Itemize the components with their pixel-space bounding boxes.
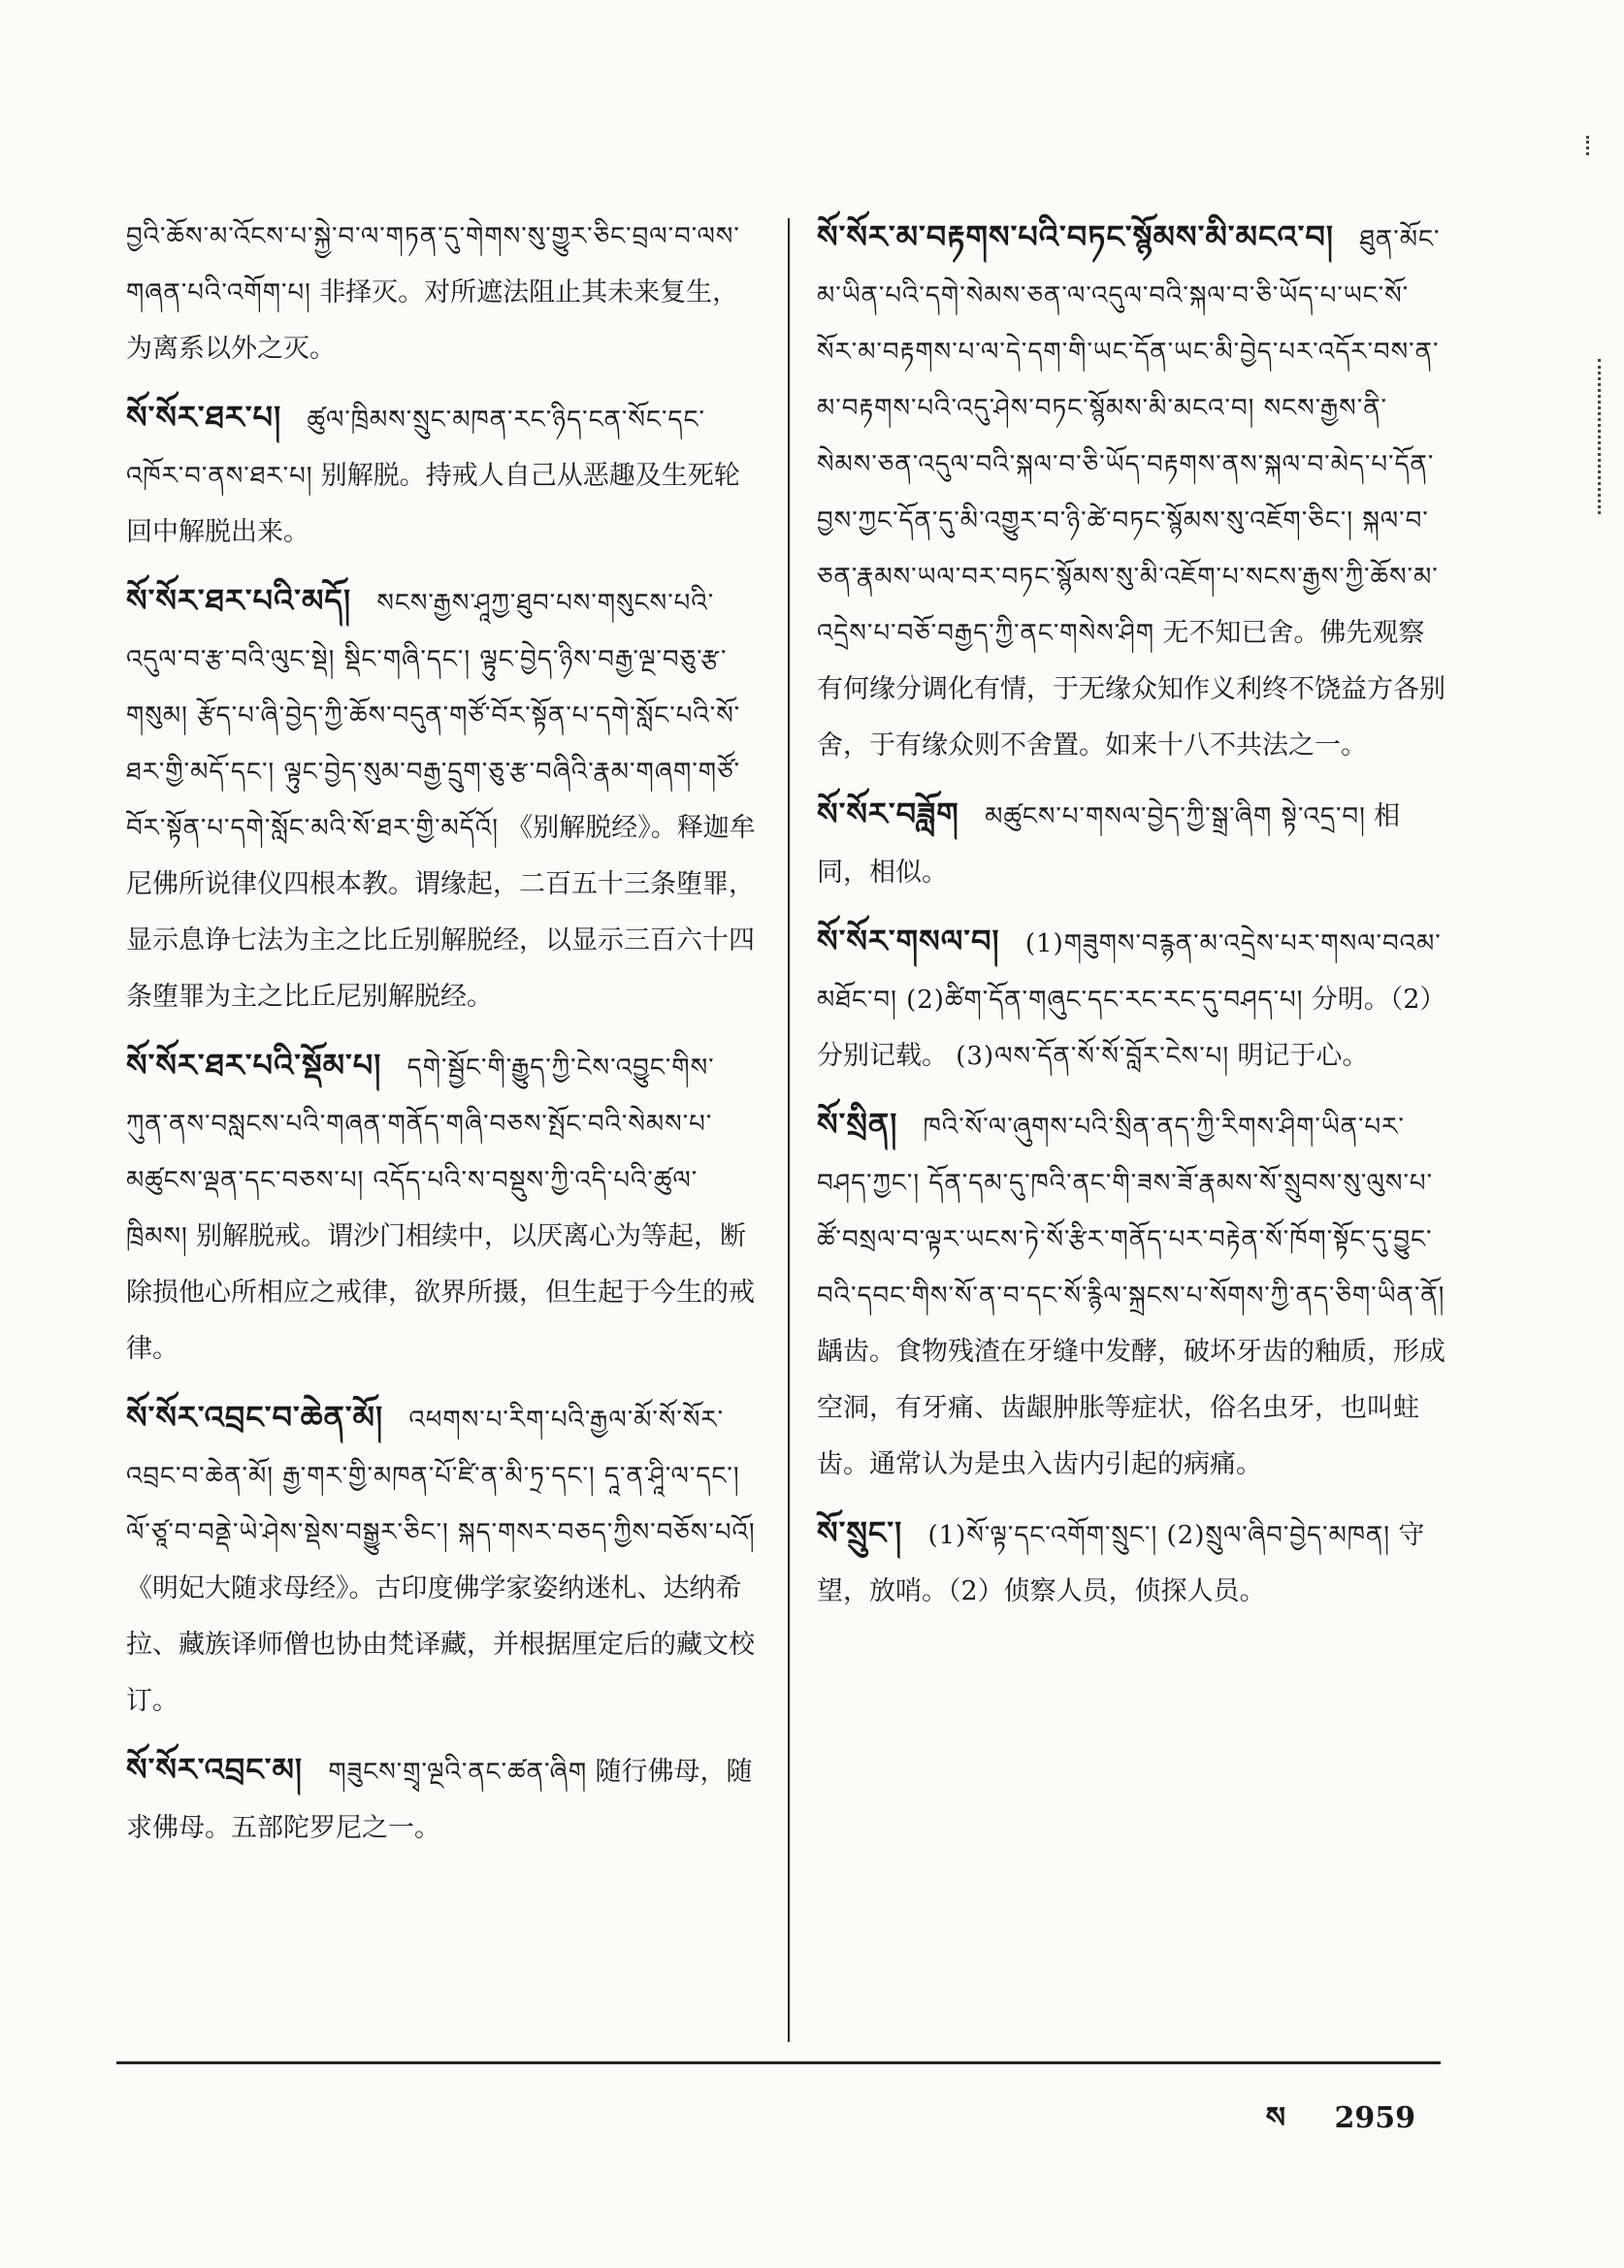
entry-tibetan-definition: འཕགས་པ་རིག་པའི་རྒྱལ་མོ་སོ་སོར་འབྲང་བ་ཆེན་མོ། རྒྱ་གར་གྱི་མཁན་པོ་ཛི་ན་མི་ཏྲ་དང་། དཱ་ན་ཤཱི་ལ་དང་། ལོ་ཙཱ་བ་བནྡེ་ཡེ་ཤེས་སྡེས་བསྒྱུར་ཅིང་། སྐད་གསར་བཅད་ཀྱིས་བཅོས་པའོ། [126, 1406, 756, 1547]
page-footer [1227, 2086, 1415, 2167]
entry-tibetan-definition: (1)སོ་ལྟ་དང་འགོག་སྲུང་། (2)སྲུལ་ཞིབ་བྱེད་མཁན། [927, 1521, 1391, 1550]
entry-tibetan-definition: དགེ་སྦྱོང་གི་རྒྱུད་ཀྱི་ངེས་འབྱུང་གིས་ཀུན་ནས་བསླངས་པའི་གཞན་གནོད་གཞི་བཅས་སྤོང་བའི་སེམས་པ་མཚུངས་ལྡན་དང་བཅས་པ། འདོད་པའི་ས་བསྡུས་ཀྱི་འདི་པའི་ཚུལ་ཁྲིམས། [126, 1053, 715, 1251]
dictionary-entry [126, 1389, 757, 1730]
entry-headword: སོ་སོར་ཐར་པའི་མདོ། [126, 582, 352, 619]
entry-chinese-definition: 非择灭。对所遮法阻止其未来复生，为离系以外之灭。 [126, 277, 739, 364]
section-letter: ས [1265, 2101, 1286, 2135]
entry-headword: སོ་སོར་ཐར་པའི་སྡོམ་པ། [126, 1047, 382, 1084]
entry-tibetan-definition: གཟུངས་གྲྭ་ལྔའི་ནང་ཚན་ཞིག [328, 1758, 588, 1787]
margin-mark [1598, 359, 1607, 514]
dictionary-entry [817, 913, 1447, 1085]
dictionary-entry [126, 572, 757, 1025]
entry-tibetan-definition: ཁའི་སོ་ལ་ཞུགས་པའི་སྲིན་ནད་ཀྱི་རིགས་ཤིག་ཡིན་པར་བཤད་ཀྱང་། དོན་དམ་དུ་ཁའི་ནང་གི་ཟས་ཟོ་རྣམས་སོ་སྲུབས་སུ་ལུས་པ་ཚོ་བསྲལ་བ་ལྟར་ཡངས་ཏེ་སོ་རྩིར་གནོད་པར་བརྟེན་སོ་ཁོག་སྟོང་དུ་བྱུང་བའི་དབང་གིས་སོ་ན་བ་དང་སོ་རྙིལ་སྐྲངས་པ་སོགས་ཀྱི་ནད་ཅིག་ཡིན་ནོ། [817, 1113, 1445, 1311]
margin-mark [1586, 136, 1595, 155]
dictionary-entry [126, 209, 757, 377]
dictionary-entry [817, 1096, 1447, 1493]
dictionary-entry [817, 786, 1447, 901]
entry-headword: སོ་སོར་བཟློག [817, 795, 959, 832]
entry-headword: སོ་སོར་ཐར་པ། [126, 399, 282, 436]
entry-headword: སོ་སོར་མ་བརྟགས་པའི་བཏང་སྙོམས་མི་མངའ་བ། [817, 218, 1334, 255]
entry-headword: སོ་སོར་འབྲང་བ་ཆེན་མོ། [126, 1399, 384, 1436]
entry-chinese-definition: 随行佛母，随求佛母。五部陀罗尼之一。 [126, 1757, 753, 1843]
entry-tibetan-definition: ཐུན་མོང་མ་ཡིན་པའི་དགེ་སེམས་ཅན་ལ་འདུལ་བའི་སྐལ་བ་ཅི་ཡོད་པ་ཡང་སོ་སོར་མ་བརྟགས་པ་ལ་དེ་དག་གི་ཡང་དོན་ཡང་མི་བྱེད་པར་འདོར་བས་ན་མ་བརྟགས་པའི་འདུ་ཤེས་བཏང་སྙོམས་མི་མངའ་བ། སངས་རྒྱས་ནི་སེམས་ཅན་འདུལ་བའི་སྐལ་བ་ཅི་ཡོད་བརྟགས་ནས་སྐལ་བ་མེད་པ་དོན་བྱས་ཀྱང་དོན་དུ་མི་འགྱུར་བ་ཉི་ཚེ་བཏང་སྙོམས་སུ་འཇོག་ཅིང་། སྐལ་བ་ཅན་རྣམས་ཡལ་བར་བཏང་སྙོམས་སུ་མི་འཇོག་པ་སངས་རྒྱས་ཀྱི་ཆོས་མ་འདྲེས་པ་བཅོ་བརྒྱད་ཀྱི་ནང་གསེས་ཤིག [817, 225, 1441, 648]
entry-tibetan-definition: (1)གཟུགས་བརྙན་མ་འདྲེས་པར་གསལ་བའམ་མཐོང་བ། (2)ཚིག་དོན་གཞུང་དང་རང་རང་དུ་བཤད་པ། [817, 929, 1442, 1015]
entry-headword: སོ་སྲིན། [817, 1106, 898, 1143]
dictionary-entry [126, 1037, 757, 1377]
entry-chinese-definition: 分明。（2）分别记载。 [817, 985, 1446, 1071]
dictionary-entry [126, 1741, 757, 1857]
column-divider [788, 218, 790, 2042]
entry-chinese-definition: 龋齿。食物残渣在牙缝中发酵，破坏牙齿的釉质，形成空洞，有牙痛、齿龈肿胀等症状，俗名虫牙，也叫蛀齿。通常认为是虫入齿内引起的病痛。 [817, 1337, 1445, 1479]
footer-rule [116, 2061, 1441, 2064]
entry-tibetan-definition: (3)ལས་དོན་སོ་སོ་བློར་ངེས་པ། [956, 1042, 1230, 1071]
left-column [126, 209, 757, 1868]
entry-chinese-definition: 别解脱戒。谓沙门相续中，以厌离心为等起，断除损他心所相应之戒律，欲界所摄，但生起于今生的戒律。 [126, 1221, 755, 1364]
entry-chinese-definition: 别解脱。持戒人自己从恶趣及生死轮回中解脱出来。 [126, 461, 740, 547]
right-column [817, 209, 1447, 1632]
entry-chinese-definition: 明记于心。 [1237, 1041, 1369, 1071]
entry-tibetan-definition: སངས་རྒྱས་ཤཱཀྱ་ཐུབ་པས་གསུངས་པའི་འདུལ་བ་རྩ་བའི་ལུང་སྡེ། སྡིང་གཞི་དང་། ལྟུང་བྱེད་ཉིས་བརྒྱ་ལྔ་བཅུ་རྩ་གསུམ། རྩོད་པ་ཞི་བྱེད་ཀྱི་ཆོས་བདུན་གཙོ་བོར་སྟོན་པ་དགེ་སློང་པའི་སོ་ཐར་གྱི་མདོ་དང་། ལྟུང་བྱེད་སུམ་བརྒྱ་དྲུག་ཅུ་རྩ་བཞིའི་རྣམ་གཞག་གཙོ་བོར་སྟོན་པ་དགེ་སློང་མའི་སོ་ཐར་གྱི་མདོའོ། [126, 589, 741, 843]
dictionary-entry [126, 389, 757, 561]
page-number: 2959 [1334, 2101, 1415, 2135]
entry-chinese-definition: 《明妃大随求母经》。古印度佛学家姿纳迷札、达纳希拉、藏族译师僧也协由梵译藏，并根据厘定后的藏文校订。 [126, 1573, 755, 1716]
entry-headword: སོ་སོར་གསལ་བ། [817, 923, 1000, 959]
entry-headword: སོ་སོར་འབྲང་མ། [126, 1751, 304, 1788]
dictionary-entry [817, 209, 1447, 774]
entry-tibetan-definition: མཚུངས་པ་གསལ་བྱེད་ཀྱི་སྒྲ་ཞིག སྟེ་འདྲ་བ། [985, 802, 1366, 831]
entry-chinese-definition: 《别解脱经》。释迦牟尼佛所说律仪四根本教。谓缘起，二百五十三条堕罪，显示息诤七法为主之比丘别解脱经，以显示三百六十四条堕罪为主之比丘尼别解脱经。 [126, 813, 756, 1012]
entry-tibetan-definition: བྱའི་ཆོས་མ་འོངས་པ་སྐྱེ་བ་ལ་གཏན་དུ་གེགས་སུ་གྱུར་ཅིང་བྲལ་བ་ལས་གཞན་པའི་འགོག་པ། [126, 222, 740, 308]
entry-chinese-definition: 守望，放哨。（2）侦察人员，侦探人员。 [817, 1520, 1425, 1606]
entry-headword: སོ་སྲུང་། [817, 1514, 903, 1551]
entry-chinese-definition: 相同，相似。 [817, 801, 1401, 888]
entry-tibetan-definition: ཚུལ་ཁྲིམས་སྲུང་མཁན་རང་ཉིད་ངན་སོང་དང་འཁོར་བ་ནས་ཐར་པ། [126, 405, 705, 491]
entry-chinese-definition: 无不知已舍。佛先观察有何缘分调化有情，于无缘众知作义利终不饶益方各别舍，于有缘众则不舍置。如来十八不共法之一。 [817, 618, 1445, 761]
dictionary-entry [817, 1505, 1447, 1620]
